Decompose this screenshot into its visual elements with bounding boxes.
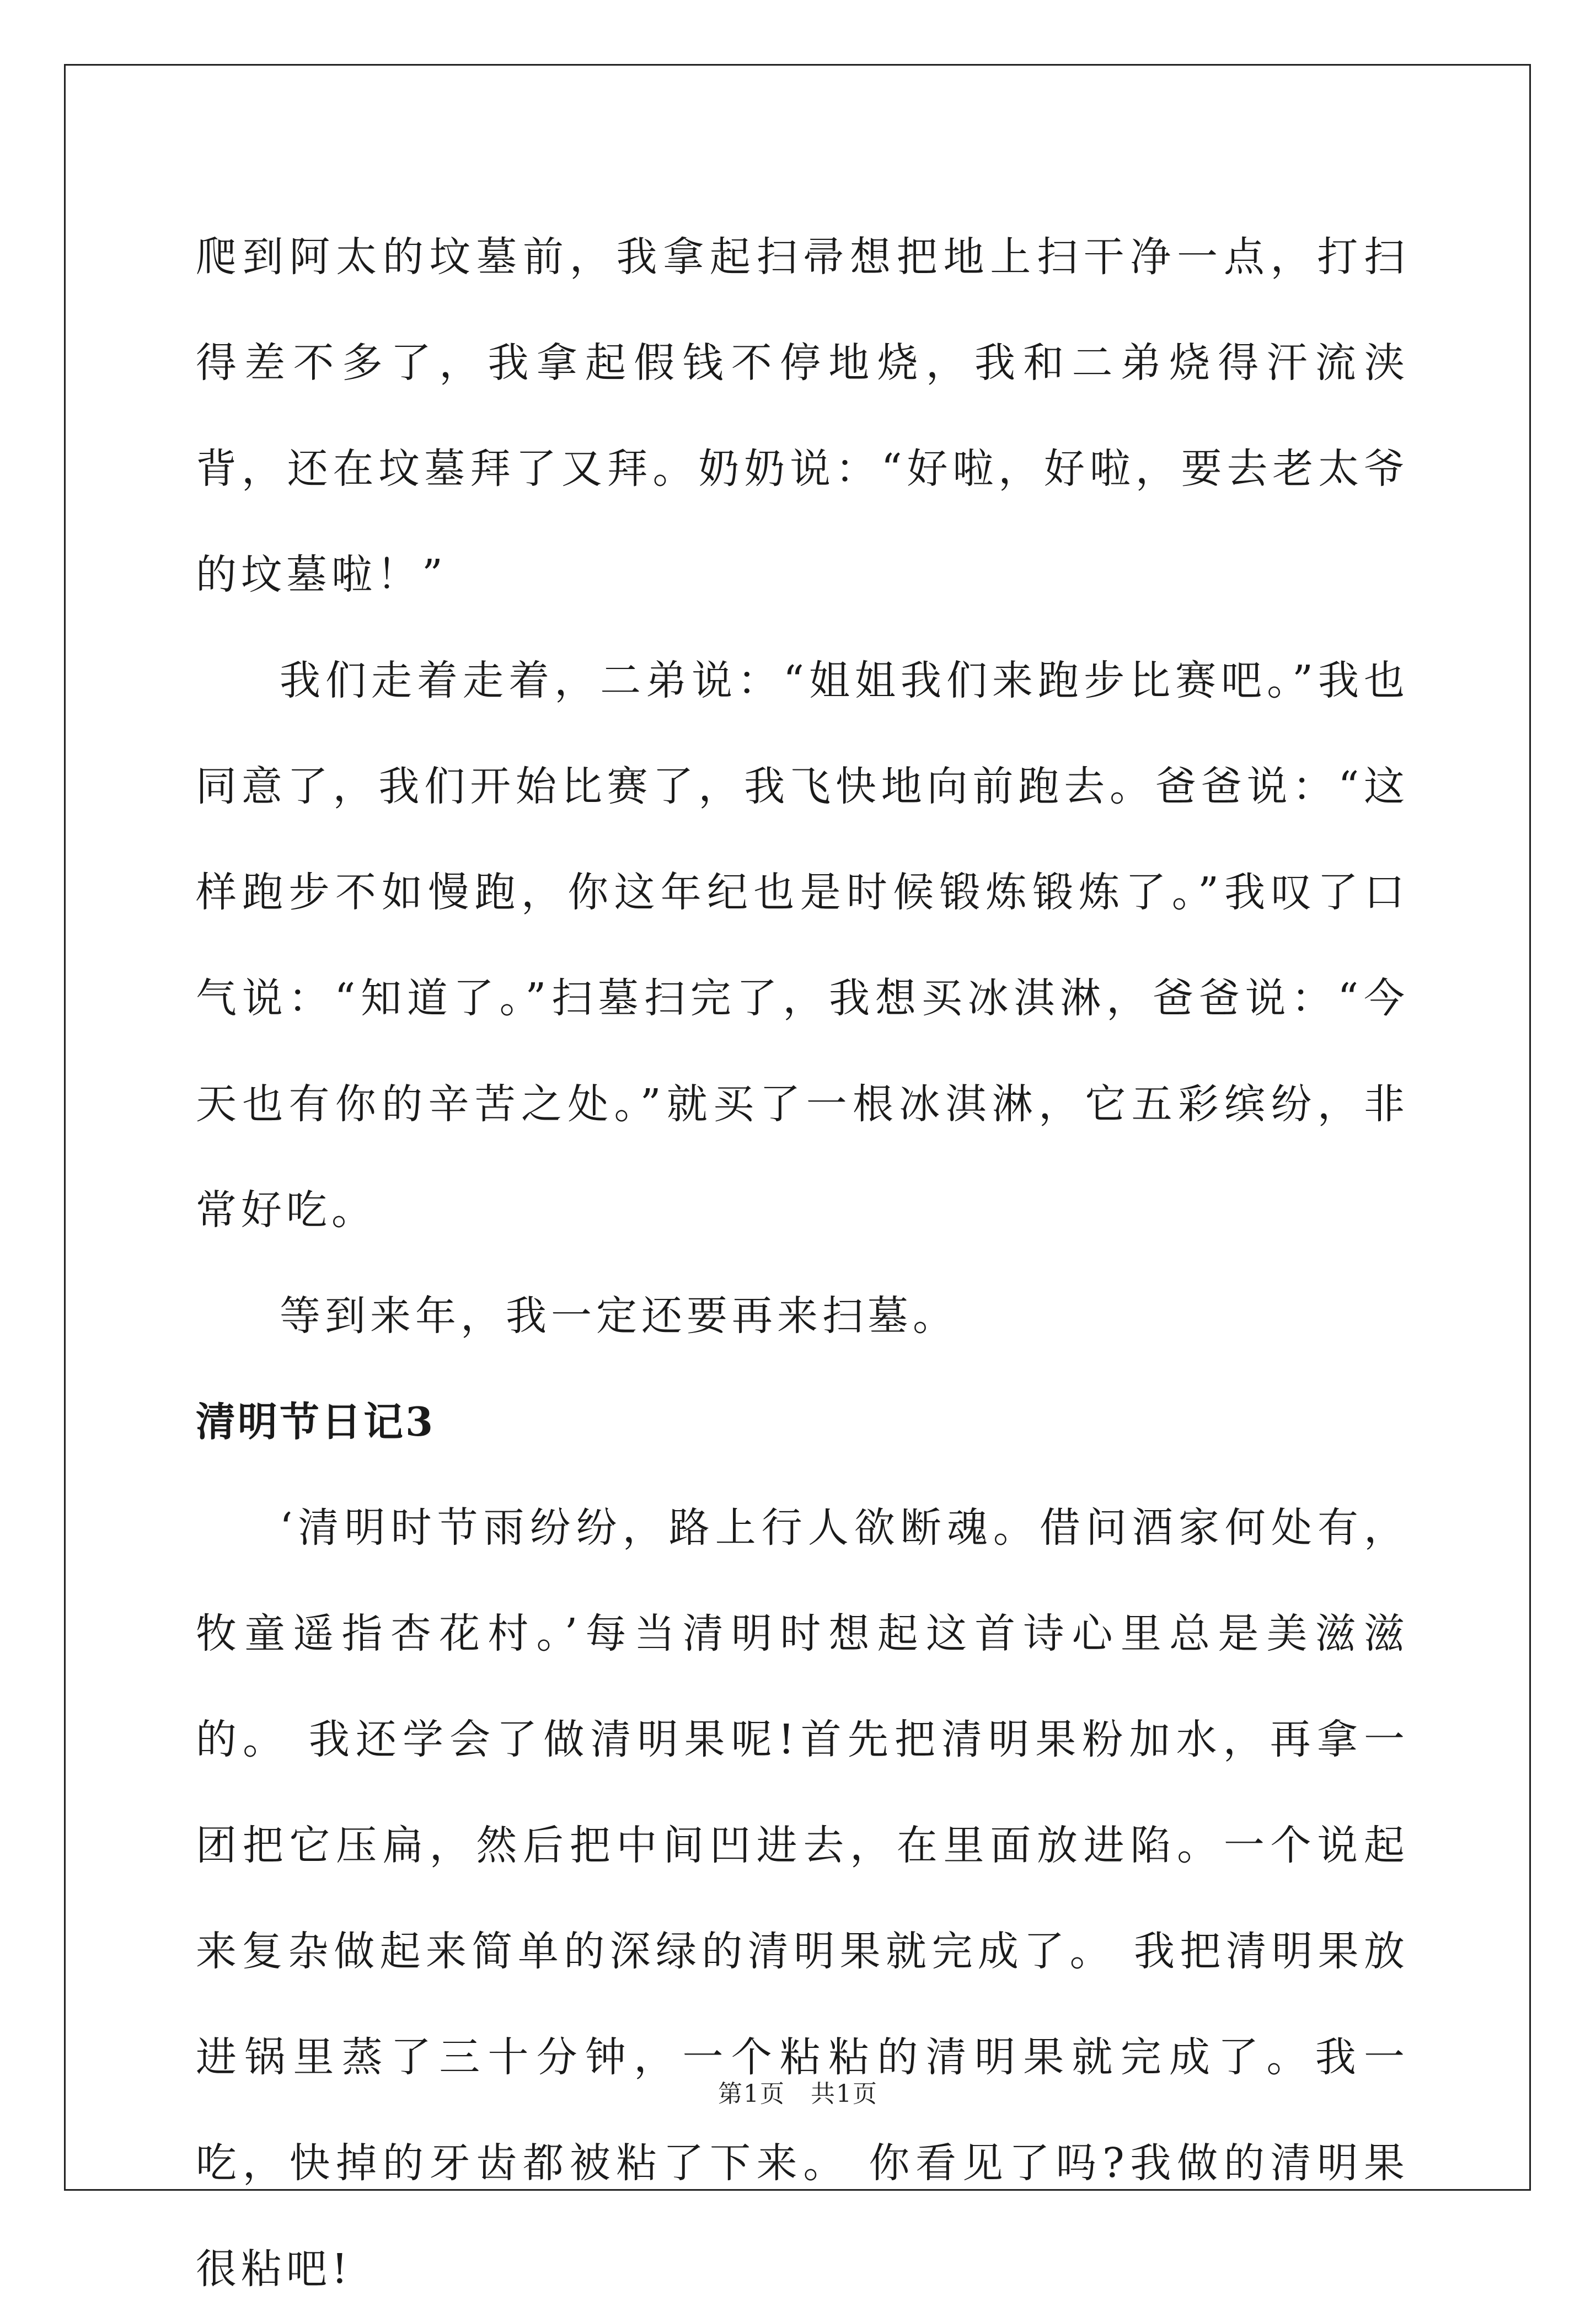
page-footer: 第1页 共1页 xyxy=(718,2080,878,2108)
paragraph-continued: 爬到阿太的坟墓前，我拿起扫帚想把地上扫干净一点，打扫得差不多了，我拿起假钱不停地烧，我和二弟烧得汗流浃背，还在坟墓拜了又拜。奶奶说：“好啦，好啦，要去老太爷的坟墓啦！” xyxy=(196,233,1409,598)
paragraph-qingming-fruit: ‘清明时节雨纷纷，路上行人欲断魂。借问酒家何处有，牧童遥指杏花村。’每当清明时想起这首诗心里总是美滋滋的。 我还学会了做清明果呢!首先把清明果粉加水，再拿一团把它压扁，然后把中间凹进去，在里面放进陷。一个说起来复杂做起来简单的深绿的清明果就完成了。 我把清明果放进锅里蒸了三十分钟，一个粘粘的清明果就完成了。我一吃，快掉的牙齿都被粘了下来。 你看见了吗?我做的清明果很粘吧! xyxy=(196,1504,1409,2293)
section-heading: 清明节日记3 xyxy=(196,1398,436,1445)
document-body xyxy=(196,204,1409,2322)
paragraph-race: 我们走着走着，二弟说：“姐姐我们来跑步比赛吧。”我也同意了，我们开始比赛了，我飞快地向前跑去。爸爸说：“这样跑步不如慢跑，你这年纪也是时候锻炼锻炼了。”我叹了口气说：“知道了。”扫墓扫完了，我想买冰淇淋，爸爸说：“今天也有你的辛苦之处。”就买了一根冰淇淋，它五彩缤纷，非常好吃。 xyxy=(196,657,1409,1234)
paragraph-next-year: 等到来年，我一定还要再来扫墓。 xyxy=(280,1292,958,1340)
